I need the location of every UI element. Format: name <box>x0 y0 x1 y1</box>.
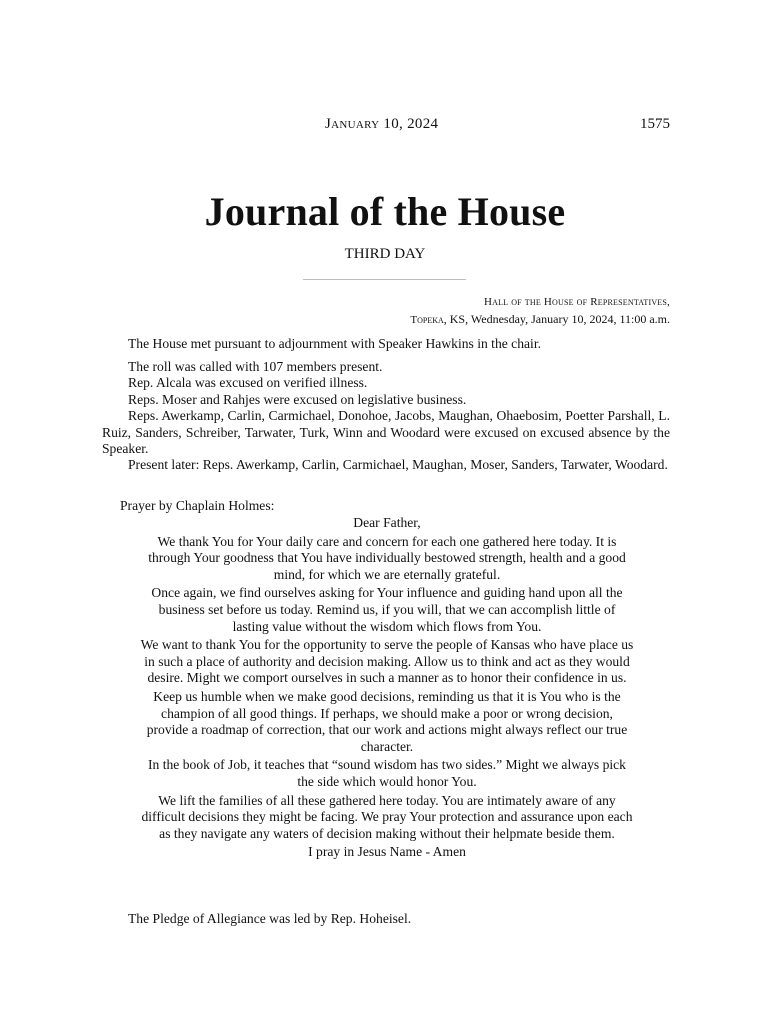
location-datetime: , KS, Wednesday, January 10, 2024, 11:00 a.m. <box>443 312 670 326</box>
prayer-paragraph-1: We thank You for Your daily care and concern for each one gathered here today. It is through Your goodness that You have individually bestowed strength, health and a good mind, for which we are eternally grateful. <box>148 533 626 582</box>
day-subtitle: THIRD DAY <box>344 246 426 262</box>
prayer-paragraph-3: We want to thank You for the opportunity to serve the people of Kansas who have place us in such a place of authority and decision making. Allow us to think and act as they would desire. Might we comport ourselves in such a manner as to honor their confidence in us. <box>140 637 634 686</box>
prayer-closing: I pray in Jesus Name - Amen <box>308 844 466 860</box>
location-hall: Hall of the House of Representatives, <box>483 296 670 308</box>
pledge-block <box>102 911 670 927</box>
present-later-paragraph: Present later: Reps. Awerkamp, Carlin, Carmichael, Maughan, Moser, Sanders, Tarwater, Woodard. <box>128 457 668 473</box>
prayer-paragraph-5: In the book of Job, it teaches that “sound wisdom has two sides.” Might we always pick the side which would honor You. <box>148 757 626 789</box>
prayer-paragraph-6: We lift the families of all these gathered here today. You are intimately aware of any difficult decisions they might be facing. We pray Your protection and assurance upon each as they navigate any waters of decision making without their helpmate beside them. <box>141 792 633 841</box>
running-head <box>100 116 670 136</box>
location-city: Topeka <box>410 314 444 326</box>
prayer-intro: Prayer by Chaplain Holmes: <box>120 498 275 513</box>
prayer-paragraph-2: Once again, we find ourselves asking for Your influence and guiding hand upon all the business set before us today. Remind us, if you will, that we can accomplish little of lasting value without the wisdom which flows from You. <box>151 585 623 634</box>
prayer-salutation: Dear Father, <box>353 515 421 530</box>
prayer-text <box>140 515 634 863</box>
opening-paragraph <box>102 336 670 352</box>
page-number: 1575 <box>640 116 670 132</box>
moser-paragraph: Reps. Moser and Rahjes were excused on legislative business. <box>128 391 467 407</box>
location-block <box>410 294 670 329</box>
roll-call-section <box>102 359 670 474</box>
header-date: January 10, 2024 <box>325 116 439 132</box>
divider-rule <box>303 279 466 280</box>
page-title: Journal of the House <box>204 189 566 234</box>
alcala-paragraph: Rep. Alcala was excused on verified illness. <box>128 375 368 391</box>
prayer-paragraph-4: Keep us humble when we make good decisions, reminding us that it is You who is the champion of all good things. If perhaps, we should make a poor or wrong decision, provide a roadmap of correction, that our work and actions might always reflect our true character. <box>146 688 628 754</box>
location-date-line <box>410 311 670 329</box>
roll-paragraph: The roll was called with 107 members present. <box>128 359 383 374</box>
prayer-intro-block <box>102 498 670 514</box>
excused-paragraph: Reps. Awerkamp, Carlin, Carmichael, Donohoe, Jacobs, Maughan, Ohaebosim, Poetter Parshall, L. Ruiz, Sanders, Schreiber, Tarwater, Turk, Winn and Woodard were excused on excused absence by the Speaker. <box>102 408 670 457</box>
met-paragraph: The House met pursuant to adjournment with Speaker Hawkins in the chair. <box>128 336 542 351</box>
pledge-paragraph: The Pledge of Allegiance was led by Rep. Hoheisel. <box>128 911 412 926</box>
